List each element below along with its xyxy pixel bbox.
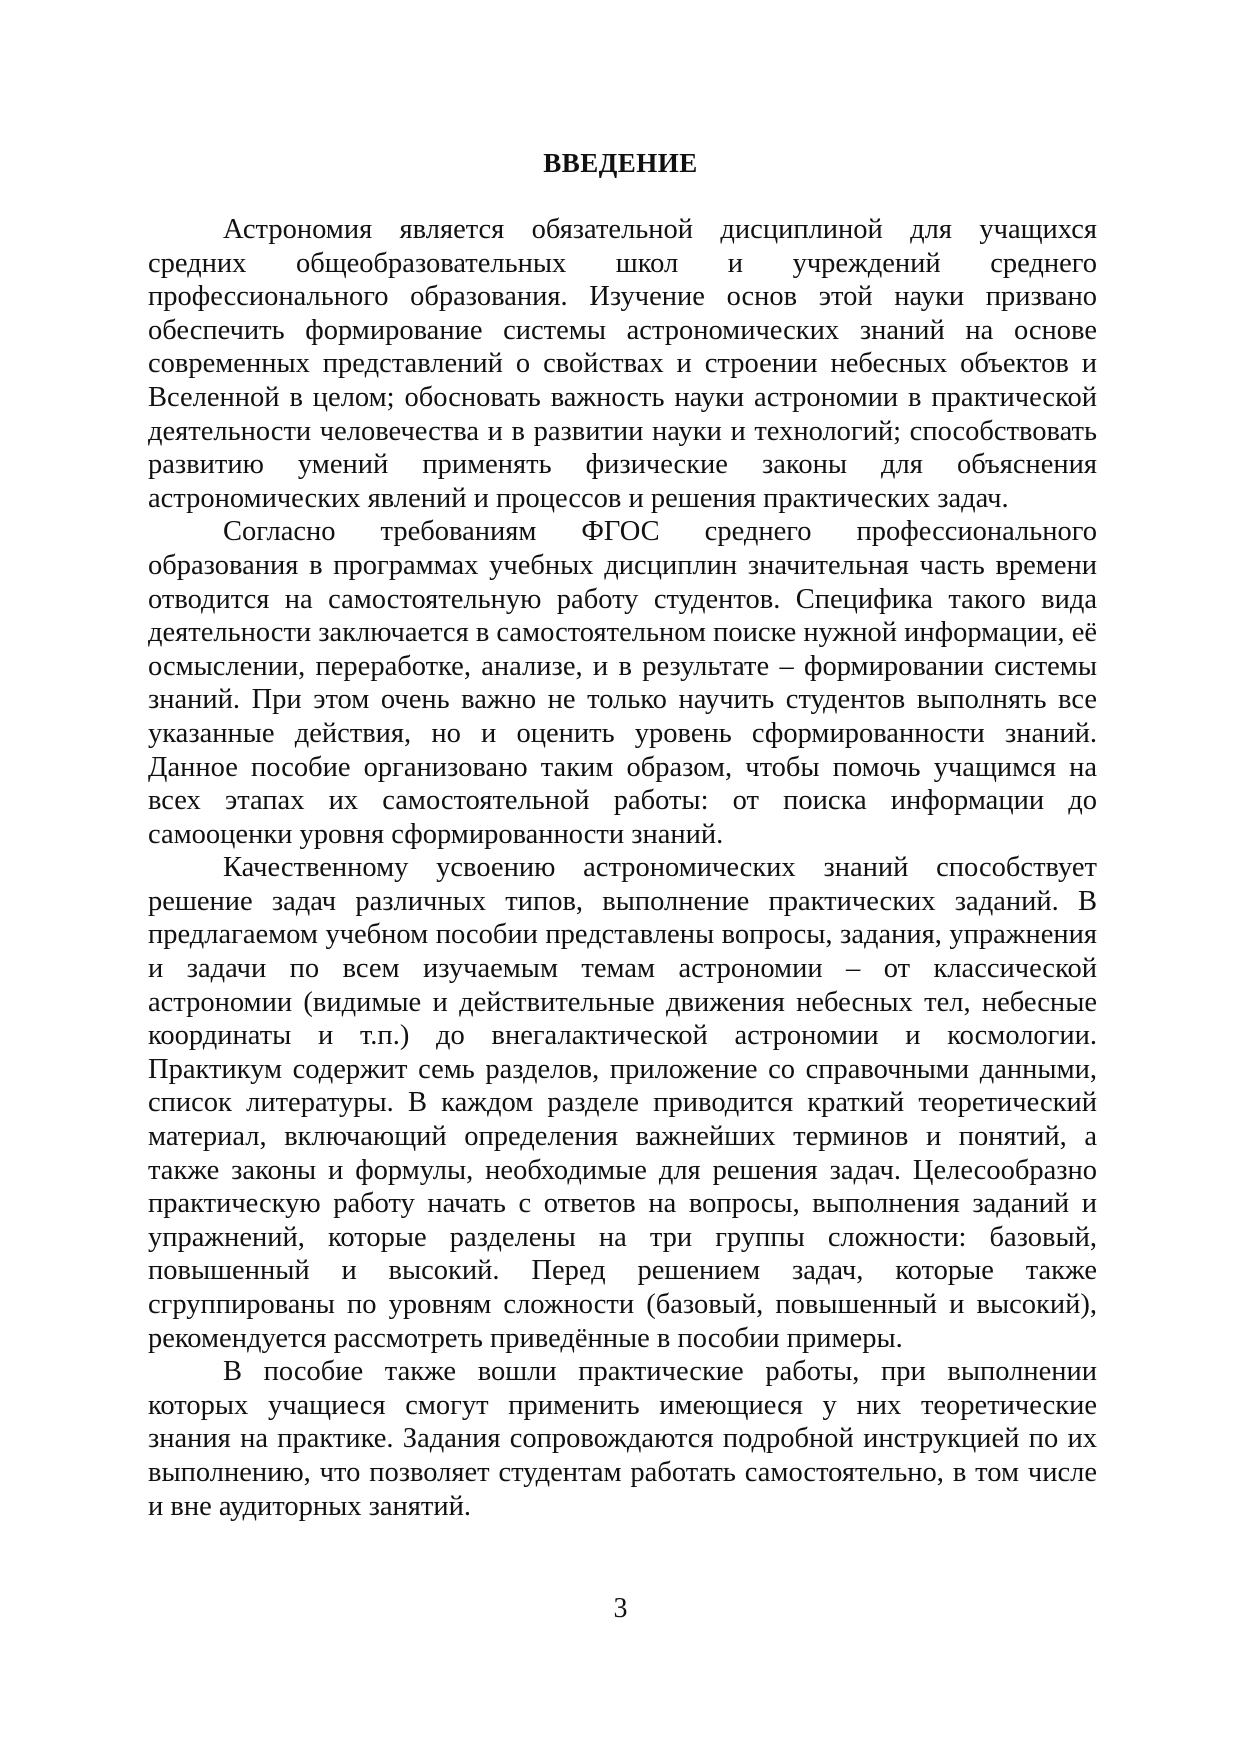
paragraph-1: Астрономия является обязательной дисциплиной для учащихся средних общеобразовательных школ и учреждений среднего профессионального образования. Изучение основ этой науки призвано обеспечить формирование системы астрономических знаний на основе современных представлений о свойствах и строении небесных объектов и Вселенной в целом; обосновать важность науки астрономии в практической деятельности человечества и в развитии науки и технологий; способствовать развитию умений применять физические законы для объяснения астрономических явлений и процессов и решения практических задач. xyxy=(148,214,1097,514)
paragraph-4: В пособие также вошли практические работы, при выполнении которых учащиеся смогут применить имеющиеся у них теоретические знания на практике. Задания сопровождаются подробной инструкцией по их выполнению, что позволяет студентам работать самостоятельно, в том числе и вне аудиторных занятий. xyxy=(148,1356,1097,1522)
body-text xyxy=(148,213,1097,1523)
page-number: 3 xyxy=(613,1593,628,1624)
paragraph-2: Согласно требованиям ФГОС среднего профессионального образования в программах учебных дисциплин значительная часть времени отводится на самостоятельную работу студентов. Специфика такого вида деятельности заключается в самостоятельном поиске нужной информации, её осмыслении, переработке, анализе, и в результате – формировании системы знаний. При этом очень важно не только научить студентов выполнять все указанные действия, но и оценить уровень сформированности знаний. Данное пособие организовано таким образом, чтобы помочь учащимся на всех этапах их самостоятельной работы: от поиска информации до самооценки уровня сформированности знаний. xyxy=(148,516,1097,850)
page-title: ВВЕДЕНИЕ xyxy=(543,148,698,178)
paragraph-3: Качественному усвоению астрономических знаний способствует решение задач различных типов, выполнение практических заданий. В предлагаемом учебном пособии представлены вопросы, задания, упражнения и задачи по всем изучаемым темам астрономии – от классической астрономии (видимые и действительные движения небесных тел, небесные координаты и т.п.) до внегалактической астрономии и космологии. Практикум содержит семь разделов, приложение со справочными данными, список литературы. В каждом разделе приводится краткий теоретический материал, включающий определения важнейших терминов и понятий, а также законы и формулы, необходимые для решения задач. Целесообразно практическую работу начать с ответов на вопросы, выполнения заданий и упражнений, которые разделены на три группы сложности: базовый, повышенный и высокий. Перед решением задач, которые также сгруппированы по уровням сложности (базовый, повышенный и высокий), рекомендуется рассмотреть приведённые в пособии примеры. xyxy=(148,852,1097,1354)
